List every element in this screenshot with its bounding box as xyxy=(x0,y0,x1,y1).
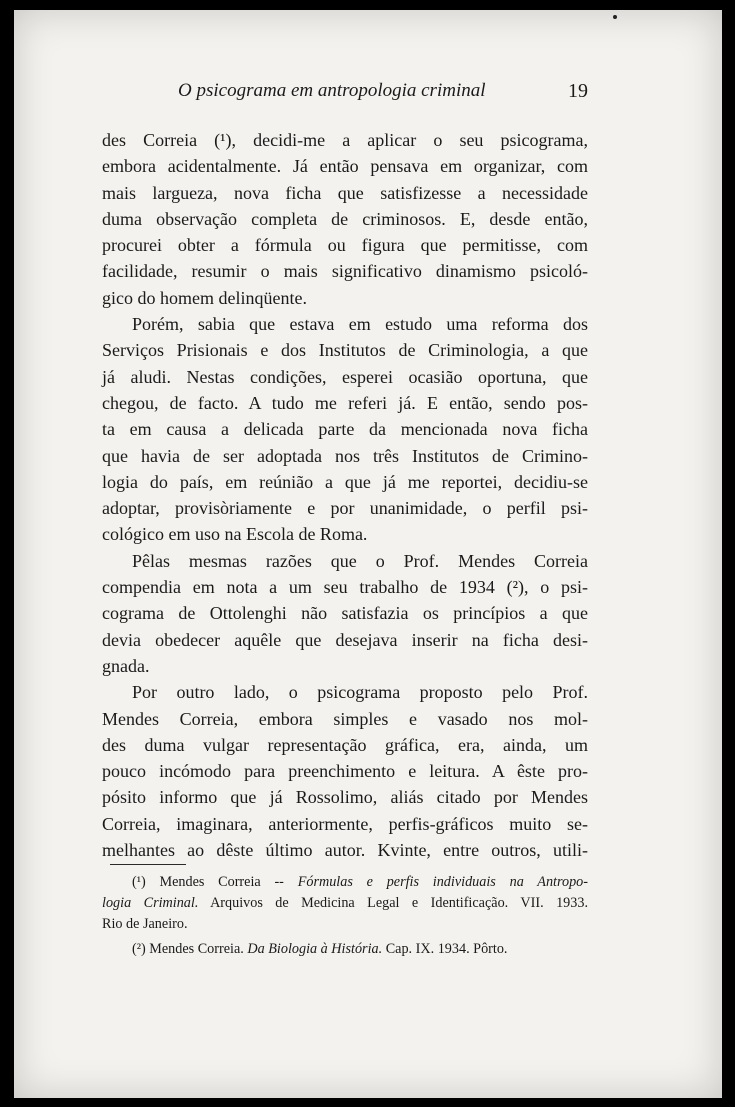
text-line: adoptar, provisòriamente e por unanimidade, o perfil psi- xyxy=(102,498,588,519)
footnote-2-marker: (²) xyxy=(132,941,146,957)
text-line: cograma de Ottolenghi não satisfazia os princípios a que xyxy=(102,603,588,624)
text-line: Pêlas mesmas razões que o Prof. Mendes Correia xyxy=(132,550,588,571)
text-line: logia do país, em reúnião a que já me reportei, decidiu-se xyxy=(102,471,588,492)
text-line: pósito informo que já Rossolimo, aliás citado por Mendes xyxy=(102,787,588,808)
running-title: O psicograma em antropologia criminal xyxy=(178,80,486,101)
text-line: pouco incómodo para preenchimento e leitura. A êste pro- xyxy=(102,761,588,782)
running-head xyxy=(102,80,588,110)
footnote-1-author: Mendes Correia -- xyxy=(159,874,284,890)
text-line: Correia, imaginara, anteriormente, perfis-gráficos muito se- xyxy=(102,813,588,834)
text-line: compendia em nota a um seu trabalho de 1934 (²), o psi- xyxy=(102,577,588,598)
footnote-1-marker: (¹) xyxy=(132,874,146,890)
ink-speck xyxy=(613,15,617,19)
text-line: cológico em uso na Escola de Roma. xyxy=(102,524,368,545)
text-line: Por outro lado, o psicograma proposto pelo Prof. xyxy=(132,682,588,703)
text-line: chegou, de facto. A tudo me referi já. E então, sendo pos- xyxy=(102,392,588,413)
footnote-1-line xyxy=(102,893,588,914)
text-line: gnada. xyxy=(102,655,150,676)
footnote-1-source: Arquivos de Medicina Legal e Identificação. VII. 1933. xyxy=(210,895,588,911)
text-line: já aludi. Nestas condições, esperei ocasião oportuna, que xyxy=(102,366,588,387)
text-line: des Correia (¹), decidi-me a aplicar o seu psicograma, xyxy=(102,130,588,150)
footnote-rule xyxy=(110,864,186,865)
footnote-1-title: logia Criminal. xyxy=(102,895,199,911)
text-line: embora acidentalmente. Já então pensava em organizar, com xyxy=(102,156,588,177)
footnote-1-line: Rio de Janeiro. xyxy=(102,916,188,932)
text-line: que havia de ser adoptada nos três Institutos de Crimino- xyxy=(102,445,588,466)
footnote-2-author: Mendes Correia. xyxy=(149,941,244,957)
footnote-1-line xyxy=(102,872,588,893)
footnote-2-line xyxy=(102,939,588,960)
text-line: procurei obter a fórmula ou figura que permitisse, com xyxy=(102,235,588,256)
body-text xyxy=(102,127,588,863)
text-line: Mendes Correia, embora simples e vasado nos mol- xyxy=(102,708,588,729)
text-line: facilidade, resumir o mais significativo dinamismo psicoló- xyxy=(102,261,588,282)
text-line: gico do homem delinqüente. xyxy=(102,287,307,308)
footnote-2-source: Cap. IX. 1934. Pôrto. xyxy=(385,941,508,957)
text-line: Porém, sabia que estava em estudo uma reforma dos xyxy=(132,314,588,335)
text-line: des duma vulgar representação gráfica, era, ainda, um xyxy=(102,734,588,755)
text-line: Serviços Prisionais e dos Institutos de Criminologia, a que xyxy=(102,340,588,361)
book-page xyxy=(14,10,722,1098)
footnote-1-title: Fórmulas e perfis individuais na Antropo- xyxy=(297,874,588,890)
text-line: ta em causa a delicada parte da mencionada nova ficha xyxy=(102,419,588,440)
text-line: melhantes ao dêste último autor. Kvinte, entre outros, utili- xyxy=(102,840,588,861)
text-line: devia obedecer aquêle que desejava inserir na ficha desi- xyxy=(102,629,588,650)
footnotes xyxy=(102,872,588,960)
text-line: mais largueza, nova ficha que satisfizesse a necessidade xyxy=(102,182,588,203)
page-number: 19 xyxy=(568,80,588,102)
footnote-2-title: Da Biologia à História. xyxy=(247,941,383,957)
text-line: duma observação completa de criminosos. E, desde então, xyxy=(102,208,588,229)
